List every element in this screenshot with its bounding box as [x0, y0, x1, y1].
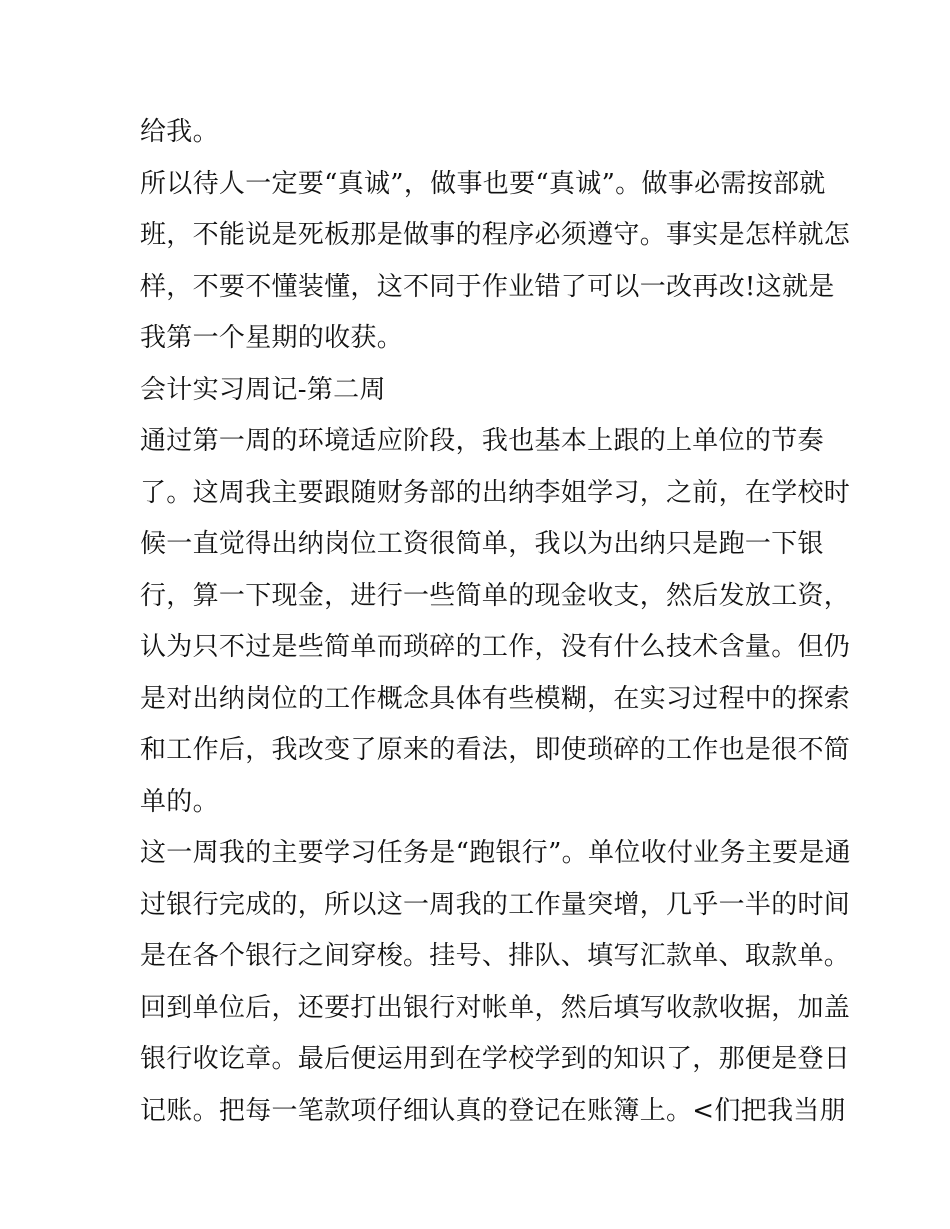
- text-line: 样，不要不懂装懂，这不同于作业错了可以一改再改!这就是: [140, 271, 835, 302]
- text-line: 过银行完成的，所以这一周我的工作量突增，几乎一半的时间: [140, 889, 851, 920]
- text-line: 了。这周我主要跟随财务部的出纳李姐学习，之前，在学校时: [140, 477, 851, 508]
- text-line: 是在各个银行之间穿梭。挂号、排队、填写汇款单、取款单。: [140, 941, 851, 971]
- text-line: 候一直觉得出纳岗位工资很简单，我以为出纳只是跑一下银: [140, 529, 824, 559]
- text-line: 行，算一下现金，进行一些简单的现金收支，然后发放工资，: [140, 580, 851, 611]
- text-line: 我第一个星期的收获。: [140, 323, 404, 353]
- text-line: 回到单位后，还要打出银行对帐单，然后填写收款收据，加盖: [140, 992, 851, 1023]
- text-line: 是对出纳岗位的工作概念具体有些模糊，在实习过程中的探索: [140, 683, 851, 714]
- text-line: 认为只不过是些简单而琐碎的工作，没有什么技术含量。但仍: [140, 632, 851, 662]
- text-line: 通过第一周的环境适应阶段，我也基本上跟的上单位的节奏: [140, 426, 824, 456]
- text-line: 银行收讫章。最后便运用到在学校学到的知识了，那便是登日: [140, 1044, 851, 1074]
- text-line: 班，不能说是死板那是做事的程序必须遵守。事实是怎样就怎: [140, 220, 851, 250]
- text-line: 和工作后，我改变了原来的看法，即使琐碎的工作也是很不简: [140, 735, 851, 765]
- text-line: 所以待人一定要“真诚”，做事也要“真诚”。做事必需按部就: [140, 168, 826, 199]
- document-body: [140, 107, 851, 1137]
- text-line: 给我。: [140, 117, 219, 147]
- text-line: 单的。: [140, 786, 219, 817]
- section-heading: 会计实习周记-第二周: [140, 374, 386, 405]
- text-line: 记账。把每一笔款项仔细认真的登记在账簿上。<们把我当朋: [140, 1095, 846, 1126]
- text-line: 这一周我的主要学习任务是“跑银行”。单位收付业务主要是通: [140, 838, 851, 868]
